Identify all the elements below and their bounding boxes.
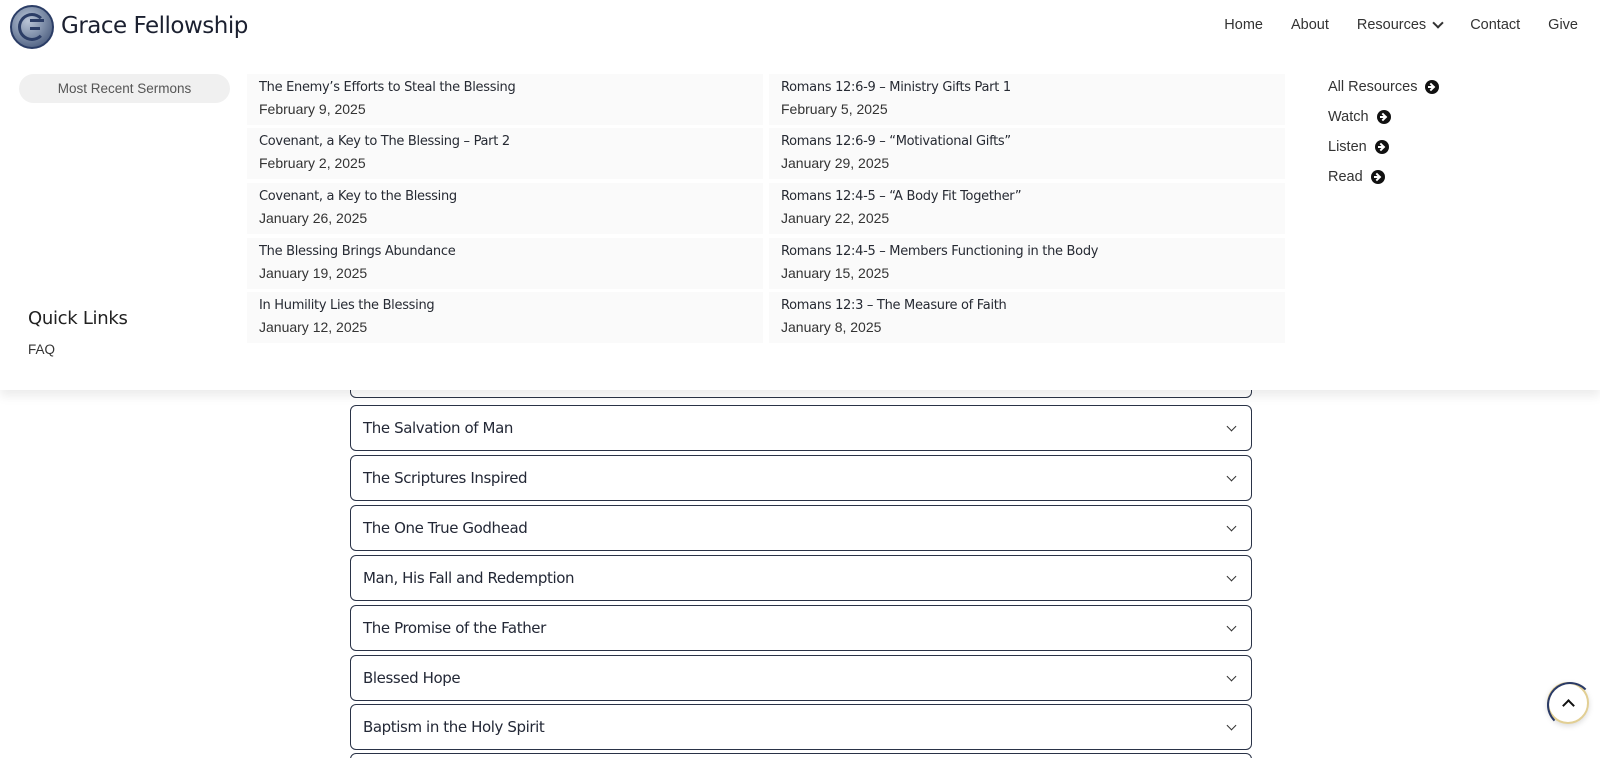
church-logo-icon[interactable]	[10, 5, 54, 49]
accordion-label: The Promise of the Father	[363, 619, 546, 637]
resources-mega-menu	[0, 56, 1600, 390]
accordion-label: The Scriptures Inspired	[363, 469, 528, 487]
accordion-item[interactable]	[350, 655, 1252, 701]
accordion-item[interactable]	[350, 405, 1252, 451]
quick-link-faq[interactable]: FAQ	[28, 342, 56, 357]
nav-give[interactable]: Give	[1548, 17, 1578, 33]
accordion-label: The One True Godhead	[363, 519, 528, 537]
accordion-item[interactable]	[350, 605, 1252, 651]
nav-home[interactable]: Home	[1224, 17, 1263, 33]
chevron-down-icon	[1227, 472, 1237, 482]
accordion-label: Baptism in the Holy Spirit	[363, 718, 545, 736]
arrow-circle-right-icon	[1425, 80, 1439, 94]
accordion-label: Blessed Hope	[363, 669, 461, 687]
sermon-link[interactable]: Romans 12:6-9 – Ministry Gifts Part 1 February 5, 2025	[769, 74, 1285, 125]
sermon-link[interactable]: In Humility Lies the Blessing January 12, 2025	[247, 292, 763, 343]
sermon-link[interactable]: Covenant, a Key to the Blessing January 26, 2025	[247, 183, 763, 234]
accordion-item[interactable]	[350, 505, 1252, 551]
main-nav	[1196, 17, 1578, 33]
nav-about[interactable]: About	[1290, 17, 1329, 33]
sermon-link[interactable]: Covenant, a Key to The Blessing – Part 2 February 2, 2025	[247, 128, 763, 179]
resource-link-read[interactable]: Read	[1328, 169, 1385, 185]
nav-resources[interactable]: Resources	[1357, 17, 1442, 33]
accordion-item[interactable]	[350, 753, 1252, 758]
chevron-down-icon	[1227, 721, 1237, 731]
sermon-link[interactable]: Romans 12:6-9 – “Motivational Gifts” January 29, 2025	[769, 128, 1285, 179]
chevron-down-icon	[1227, 622, 1237, 632]
nav-contact[interactable]: Contact	[1470, 17, 1521, 33]
accordion-label: The Salvation of Man	[363, 419, 513, 437]
arrow-circle-right-icon	[1371, 170, 1385, 184]
site-header	[0, 0, 1600, 56]
chevron-down-icon	[1227, 572, 1237, 582]
chevron-up-icon	[1562, 699, 1575, 712]
resource-link-all[interactable]: All Resources	[1328, 79, 1439, 95]
sermon-link[interactable]: Romans 12:3 – The Measure of Faith January 8, 2025	[769, 292, 1285, 343]
accordion-label: Man, His Fall and Redemption	[363, 569, 575, 587]
sermon-link[interactable]: Romans 12:4-5 – Members Functioning in the Body January 15, 2025	[769, 238, 1285, 289]
accordion-item[interactable]	[350, 704, 1252, 750]
back-to-top-button[interactable]	[1547, 682, 1589, 724]
arrow-circle-right-icon	[1377, 110, 1391, 124]
quick-links-heading: Quick Links	[28, 308, 128, 329]
chevron-down-icon	[1433, 17, 1444, 28]
resource-link-listen[interactable]: Listen	[1328, 139, 1389, 155]
sermon-link[interactable]: The Blessing Brings Abundance January 19, 2025	[247, 238, 763, 289]
arrow-circle-right-icon	[1375, 140, 1389, 154]
accordion-item[interactable]	[350, 455, 1252, 501]
tab-most-recent-sermons[interactable]: Most Recent Sermons	[19, 74, 230, 103]
accordion-item[interactable]	[350, 555, 1252, 601]
chevron-down-icon	[1227, 422, 1237, 432]
chevron-down-icon	[1227, 522, 1237, 532]
sermon-link[interactable]: Romans 12:4-5 – “A Body Fit Together” January 22, 2025	[769, 183, 1285, 234]
resource-link-watch[interactable]: Watch	[1328, 109, 1391, 125]
site-brand[interactable]: Grace Fellowship	[61, 13, 248, 39]
sermon-link[interactable]: The Enemy’s Efforts to Steal the Blessing February 9, 2025	[247, 74, 763, 125]
chevron-down-icon	[1227, 672, 1237, 682]
